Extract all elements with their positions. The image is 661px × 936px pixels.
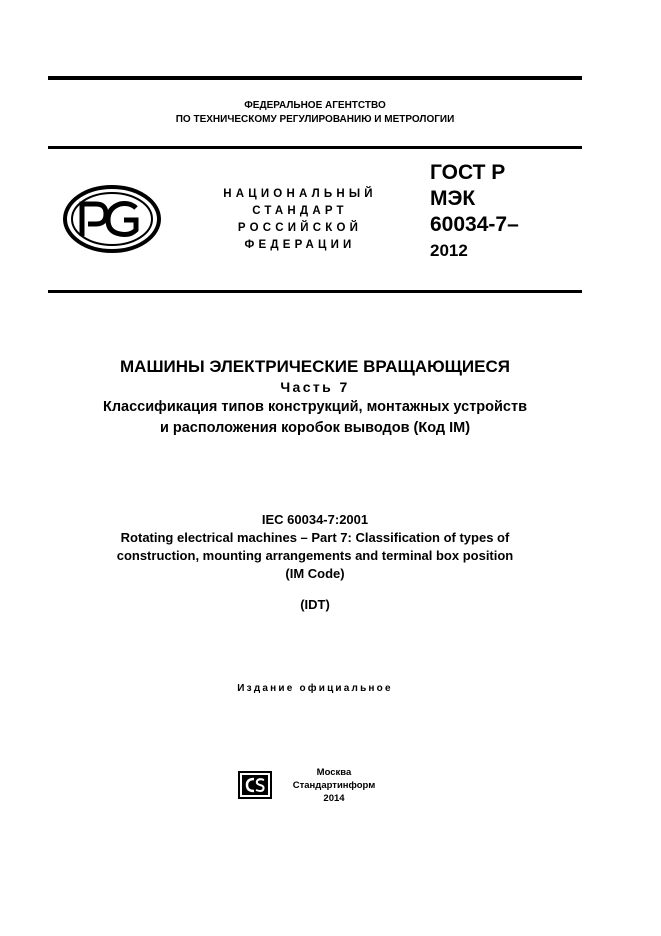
- publisher-block: [278, 766, 390, 805]
- national-standard-label: [206, 186, 394, 254]
- title-subtitle-2: и расположения коробок выводов (Код IM): [159, 420, 471, 436]
- national-standard-line-1: НАЦИОНАЛЬНЫЙ: [223, 188, 377, 200]
- iec-title-line-1: Rotating electrical machines – Part 7: Classification of types of: [120, 530, 510, 545]
- iec-reference: [48, 511, 582, 583]
- title-subtitle-1: Классификация типов конструкций, монтажных устройств: [102, 399, 528, 415]
- publisher-city: Москва: [316, 767, 352, 778]
- title-main: МАШИНЫ ЭЛЕКТРИЧЕСКИЕ ВРАЩАЮЩИЕСЯ: [120, 357, 510, 376]
- agency-line-2: ПО ТЕХНИЧЕСКОМУ РЕГУЛИРОВАНИЮ И МЕТРОЛОГИИ: [175, 114, 455, 125]
- publisher-year: 2014: [323, 793, 345, 804]
- national-standard-line-4: ФЕДЕРАЦИИ: [244, 239, 356, 251]
- agency-header: [48, 99, 582, 127]
- standard-designation: [430, 160, 519, 264]
- title-part: Часть 7: [280, 379, 350, 395]
- document-title: [48, 356, 582, 439]
- agency-line-1: ФЕДЕРАЛЬНОЕ АГЕНТСТВО: [244, 100, 386, 111]
- standartinform-logo-icon: [238, 771, 272, 799]
- edition-label: Издание официальное: [237, 683, 393, 694]
- designation-line-1: ГОСТ Р: [430, 161, 506, 184]
- designation-year: 2012: [430, 241, 468, 260]
- iec-title-line-3: (IM Code): [285, 566, 345, 581]
- national-standard-line-3: РОССИЙСКОЙ: [237, 222, 363, 234]
- rst-certification-mark-icon: [62, 184, 162, 254]
- iec-title-line-2: construction, mounting arrangements and terminal box position: [116, 548, 514, 563]
- national-standard-line-2: СТАНДАРТ: [252, 205, 348, 217]
- designation-line-2: МЭК: [430, 187, 476, 210]
- header-rule: [48, 146, 582, 149]
- designation-line-3: 60034-7–: [430, 213, 519, 236]
- section-rule: [48, 290, 582, 293]
- iec-code: IEC 60034-7:2001: [261, 512, 369, 527]
- top-rule: [48, 76, 582, 80]
- publisher-name: Стандартинформ: [292, 780, 376, 791]
- idt-label: (IDT): [300, 597, 330, 612]
